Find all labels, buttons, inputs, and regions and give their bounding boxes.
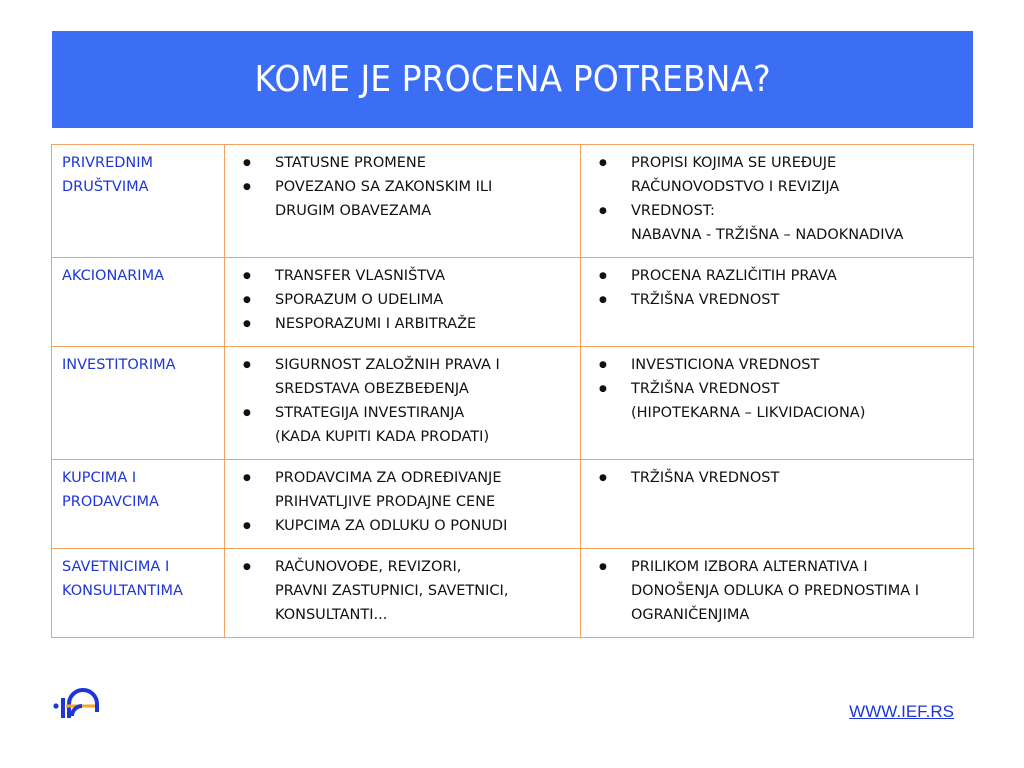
row-label-line: PRIVREDNIM	[62, 155, 154, 171]
row-label-line: INVESTITORIMA	[62, 357, 176, 373]
list-item-line: ● TRŽIŠNA VREDNOST	[631, 381, 780, 397]
title-bar	[52, 31, 973, 128]
table-row	[52, 145, 974, 258]
purpose-cell	[225, 460, 581, 549]
list-item-line: ● SPORAZUM O UDELIMA	[275, 292, 444, 308]
list-item-line: ● NESPORAZUMI I ARBITRAŽE	[275, 316, 477, 332]
list-item	[235, 466, 570, 514]
list-item-line: ● RAČUNOVOĐE, REVIZORI,	[275, 559, 462, 575]
list-item-line: KONSULTANTI...	[275, 607, 388, 623]
list-item	[235, 264, 570, 288]
list-item-line: ● TRŽIŠNA VREDNOST	[631, 470, 780, 486]
list-item-line: ● TRANSFER VLASNIŠTVA	[275, 268, 446, 284]
list-item-line: PRAVNI ZASTUPNICI, SAVETNICI,	[275, 583, 509, 599]
list-item-line: ● VREDNOST:	[631, 203, 715, 219]
list-item-line: DRUGIM OBAVEZAMA	[275, 203, 432, 219]
list-item-line: RAČUNOVODSTVO I REVIZIJA	[631, 179, 840, 195]
value-cell	[581, 460, 974, 549]
table-row	[52, 347, 974, 460]
list-item	[591, 555, 963, 627]
row-label	[52, 347, 225, 460]
row-label-line: AKCIONARIMA	[62, 268, 164, 284]
list-item-line: ● POVEZANO SA ZAKONSKIM ILI	[275, 179, 493, 195]
list-item-line: ● INVESTICIONA VREDNOST	[631, 357, 820, 373]
list-item-line: ● STRATEGIJA INVESTIRANJA	[275, 405, 465, 421]
purpose-cell	[225, 347, 581, 460]
website-link[interactable]: WWW.IEF.RS	[849, 702, 954, 721]
value-cell	[581, 347, 974, 460]
bullet-list	[235, 466, 570, 538]
list-item-line: DONOŠENJA ODLUKA O PREDNOSTIMA I	[631, 583, 920, 599]
row-label	[52, 549, 225, 638]
bullet-list	[591, 466, 963, 490]
list-item	[591, 264, 963, 288]
row-label-line: SAVETNICIMA I	[62, 559, 170, 575]
purpose-cell	[225, 258, 581, 347]
value-cell	[581, 258, 974, 347]
list-item-line: PRIHVATLJIVE PRODAJNE CENE	[275, 494, 496, 510]
list-item-line: ● PRODAVCIMA ZA ODREĐIVANJE	[275, 470, 502, 486]
list-item	[235, 555, 570, 627]
list-item-line: ● PROPISI KOJIMA SE UREĐUJE	[631, 155, 837, 171]
list-item	[235, 288, 570, 312]
list-item-line: ● STATUSNE PROMENE	[275, 155, 426, 171]
list-item	[235, 175, 570, 223]
row-label	[52, 460, 225, 549]
table-row	[52, 258, 974, 347]
row-label-line: PRODAVCIMA	[62, 494, 159, 510]
list-item	[235, 353, 570, 401]
ief-logo-icon	[52, 686, 104, 726]
list-item-line: OGRANIČENJIMA	[631, 607, 750, 623]
bullet-list	[235, 264, 570, 336]
bullet-list	[235, 151, 570, 223]
list-item-line: ● SIGURNOST ZALOŽNIH PRAVA I	[275, 357, 500, 373]
list-item	[235, 401, 570, 449]
bullet-list	[591, 151, 963, 247]
list-item	[591, 151, 963, 199]
list-item-line: SREDSTAVA OBEZBEĐENJA	[275, 381, 469, 397]
purpose-cell	[225, 549, 581, 638]
row-label-line: KUPCIMA I	[62, 470, 137, 486]
bullet-list	[591, 555, 963, 627]
list-item-line: (HIPOTEKARNA – LIKVIDACIONA)	[631, 405, 866, 421]
bullet-list	[591, 264, 963, 312]
list-item	[235, 514, 570, 538]
list-item	[591, 199, 963, 247]
row-label	[52, 145, 225, 258]
list-item	[235, 312, 570, 336]
list-item-line: NABAVNA - TRŽIŠNA – NADOKNADIVA	[631, 227, 904, 243]
list-item	[591, 288, 963, 312]
bullet-list	[235, 353, 570, 449]
bullet-list	[591, 353, 963, 425]
table-row	[52, 549, 974, 638]
list-item-line: ● TRŽIŠNA VREDNOST	[631, 292, 780, 308]
list-item	[591, 466, 963, 490]
row-label-line: KONSULTANTIMA	[62, 583, 183, 599]
list-item	[235, 151, 570, 175]
value-cell	[581, 549, 974, 638]
value-cell	[581, 145, 974, 258]
row-label-line: DRUŠTVIMA	[62, 179, 149, 195]
list-item	[591, 353, 963, 377]
content-table	[51, 144, 974, 638]
list-item-line: ● KUPCIMA ZA ODLUKU O PONUDI	[275, 518, 508, 534]
list-item-line: ● PRILIKOM IZBORA ALTERNATIVA I	[631, 559, 868, 575]
purpose-cell	[225, 145, 581, 258]
page-title: KOME JE PROCENA POTREBNA?	[254, 59, 771, 100]
list-item	[591, 377, 963, 425]
bullet-list	[235, 555, 570, 627]
table-row	[52, 460, 974, 549]
row-label	[52, 258, 225, 347]
list-item-line: ● PROCENA RAZLIČITIH PRAVA	[631, 268, 837, 284]
list-item-line: (KADA KUPITI KADA PRODATI)	[275, 429, 490, 445]
